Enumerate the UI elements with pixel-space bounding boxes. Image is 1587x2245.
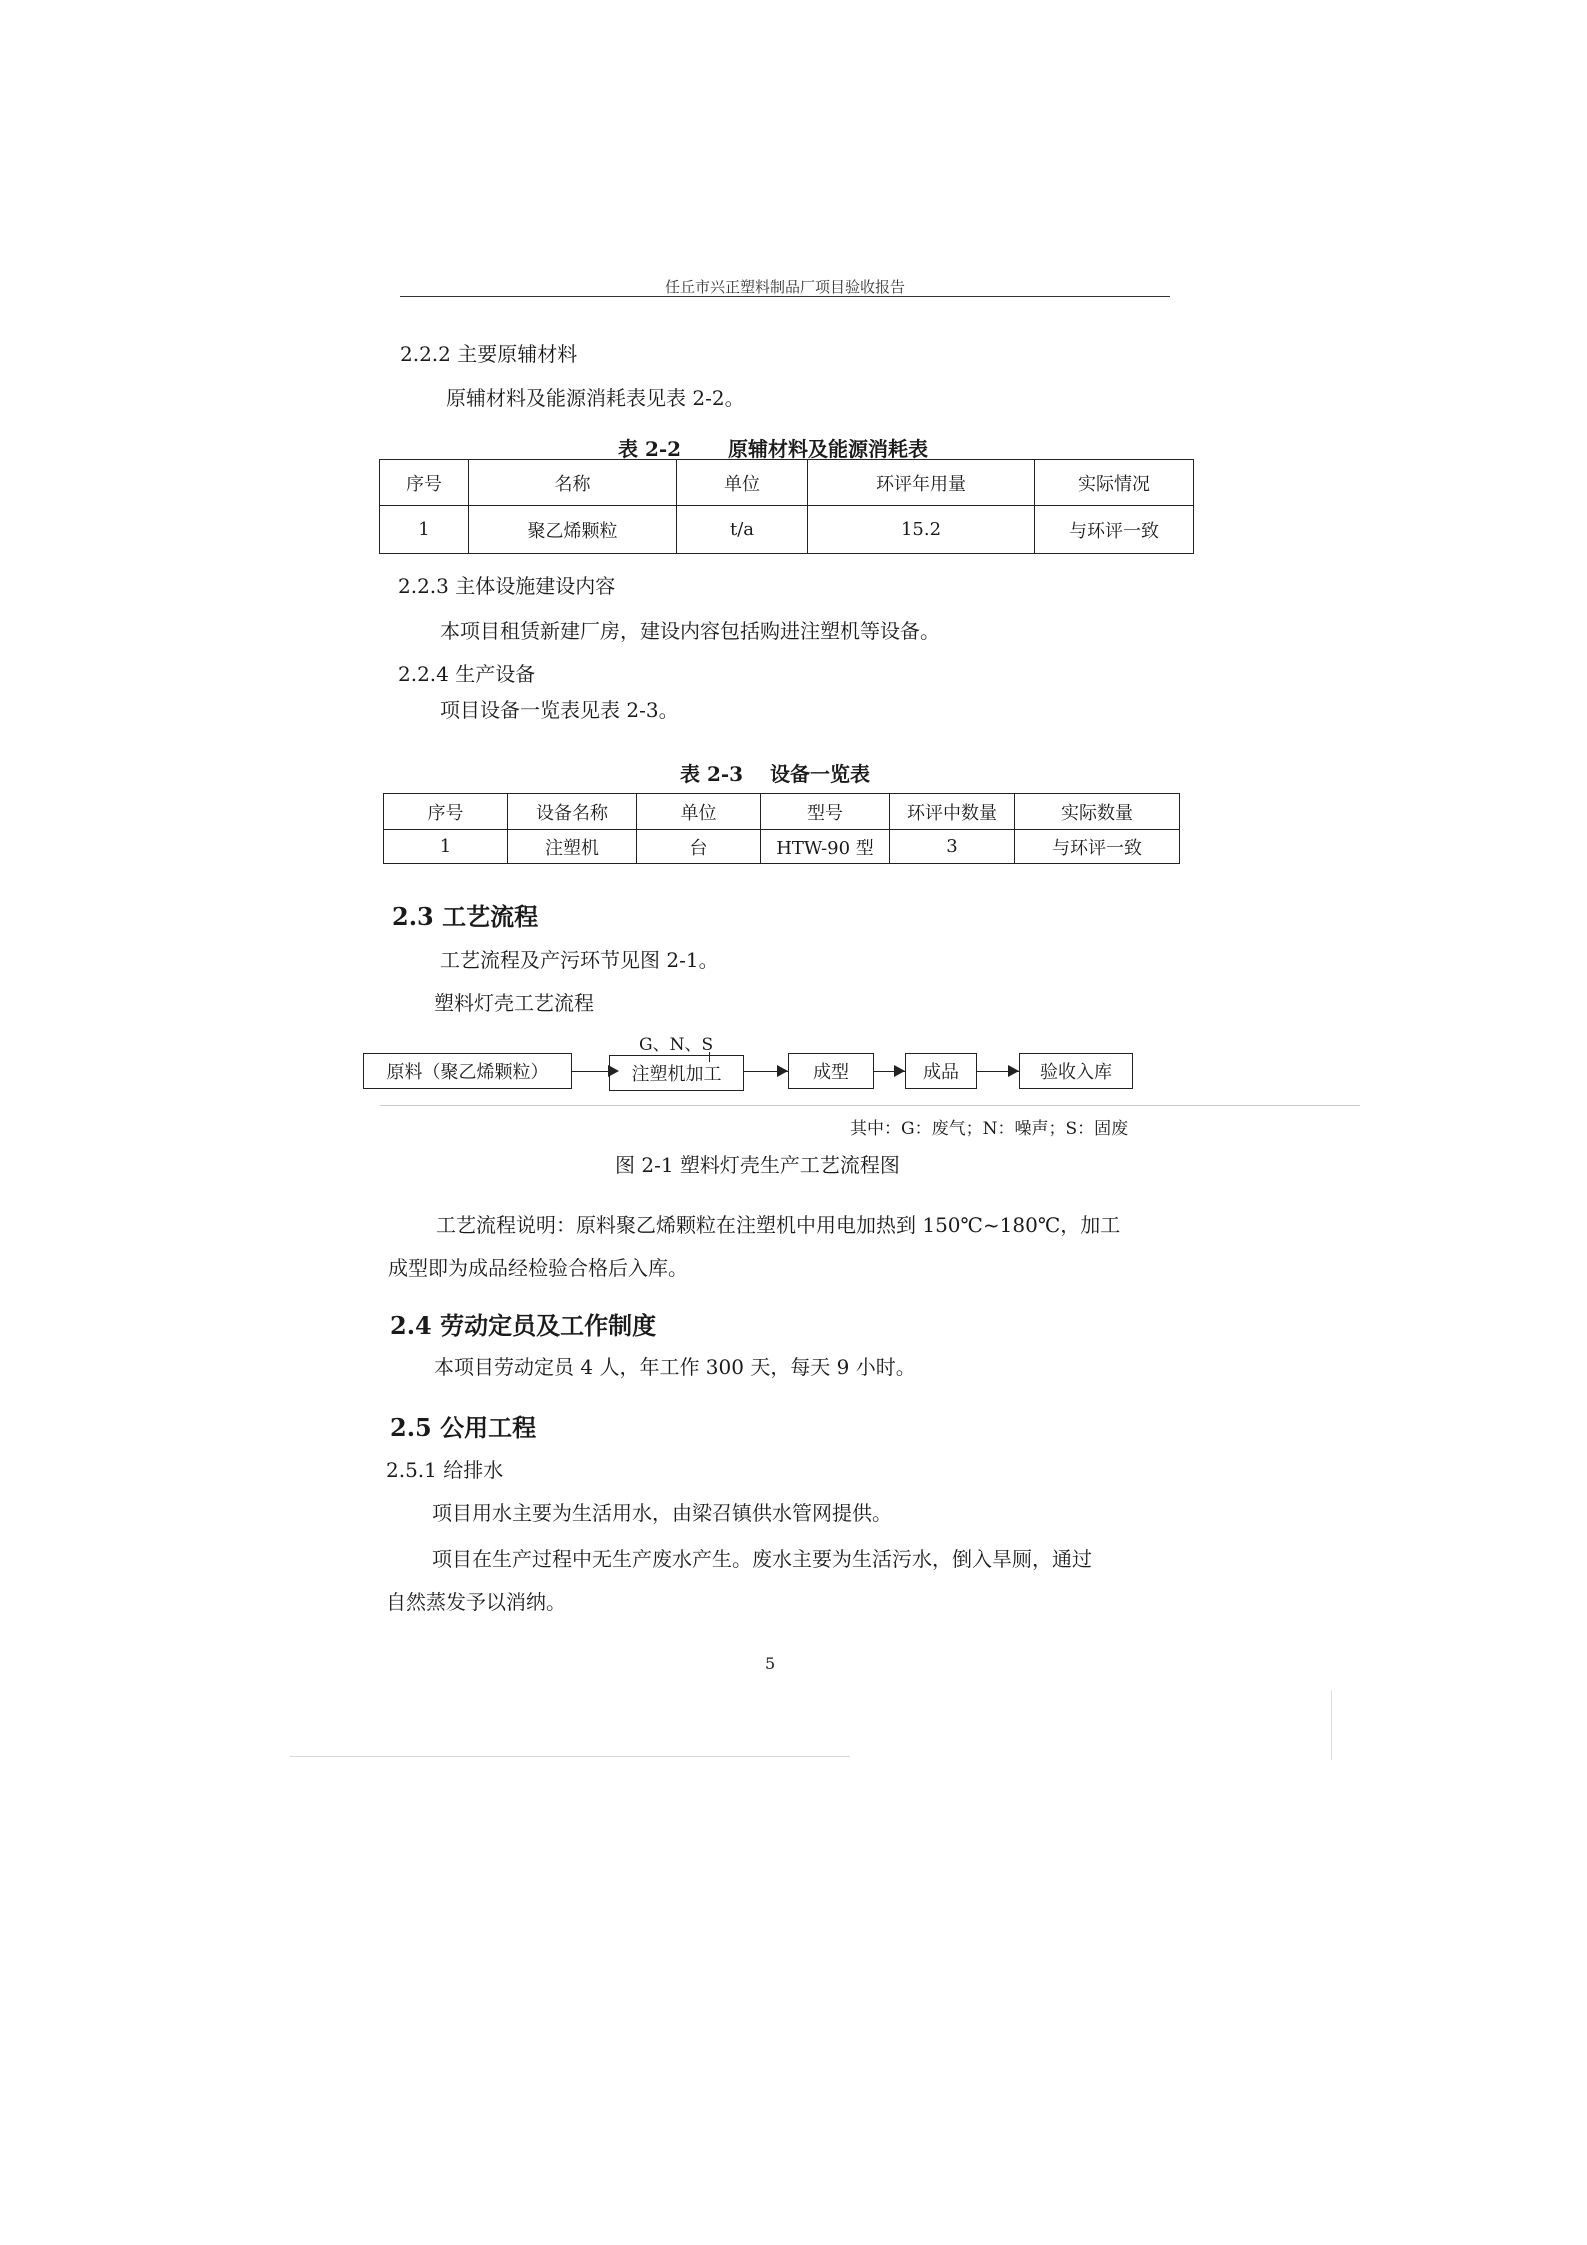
page-number: 5	[765, 1654, 776, 1673]
section-2-2-4-intro: 项目设备一览表见表 2-3。	[440, 698, 679, 722]
section-2-4-heading: 2.4 劳动定员及工作制度	[390, 1311, 657, 1340]
running-header: 任丘市兴正塑料制品厂项目验收报告	[664, 278, 905, 296]
section-2-5-1-paragraph-2-line-2: 自然蒸发予以消纳。	[386, 1590, 566, 1614]
table-2-2-header-cell: 序号	[380, 460, 469, 506]
table-2-3-header-cell: 实际数量	[1015, 794, 1180, 830]
table-2-2-cell: t/a	[677, 506, 808, 554]
table-2-3-header-cell: 设备名称	[508, 794, 637, 830]
table-2-3-header-cell: 环评中数量	[890, 794, 1015, 830]
section-2-2-3-text: 本项目租赁新建厂房，建设内容包括购进注塑机等设备。	[440, 619, 940, 643]
scan-artifact-edge	[1331, 1690, 1332, 1760]
table-2-3-cell: 台	[637, 830, 761, 864]
table-2-3-cell: 3	[890, 830, 1015, 864]
section-2-2-2-intro: 原辅材料及能源消耗表见表 2-2。	[446, 386, 745, 410]
table-2-2-cell: 15.2	[808, 506, 1035, 554]
flow-legend: 其中：G：废气；N：噪声；S：固废	[850, 1119, 1129, 1139]
table-2-3	[383, 793, 1180, 864]
scan-artifact-line	[290, 1756, 850, 1757]
scan-artifact-line	[380, 1105, 1360, 1106]
table-2-3-cell: 1	[384, 830, 508, 864]
table-2-3-cell: HTW-90 型	[761, 830, 890, 864]
flow-step-finished-product: 成品	[905, 1053, 977, 1089]
section-2-3-heading: 2.3 工艺流程	[392, 902, 539, 931]
table-2-2-header-cell: 环评年用量	[808, 460, 1035, 506]
table-2-3-cell: 与环评一致	[1015, 830, 1180, 864]
section-2-3-intro: 工艺流程及产污环节见图 2-1。	[440, 948, 719, 972]
section-2-2-3-heading: 2.2.3 主体设施建设内容	[398, 574, 616, 598]
arrow-right-icon	[894, 1065, 905, 1077]
section-2-5-1-heading: 2.5.1 给排水	[386, 1458, 504, 1482]
flow-step-raw-material: 原料（聚乙烯颗粒）	[363, 1053, 572, 1089]
table-row	[380, 460, 1194, 506]
table-2-2-cell: 聚乙烯颗粒	[469, 506, 677, 554]
process-description-line-2: 成型即为成品经检验合格后入库。	[388, 1256, 688, 1280]
table-row	[384, 830, 1180, 864]
table-2-3-caption-title: 设备一览表	[770, 762, 870, 786]
table-2-2-header-cell: 名称	[469, 460, 677, 506]
flow-step-injection-molding: 注塑机加工	[609, 1055, 744, 1091]
table-row	[384, 794, 1180, 830]
header-rule	[400, 296, 1170, 297]
table-2-2-caption-title: 原辅材料及能源消耗表	[728, 437, 928, 461]
arrow-right-icon	[1008, 1065, 1019, 1077]
table-2-3-header-cell: 序号	[384, 794, 508, 830]
section-2-4-text: 本项目劳动定员 4 人，年工作 300 天，每天 9 小时。	[434, 1355, 916, 1379]
table-row	[380, 506, 1194, 554]
section-2-5-1-paragraph-2-line-1: 项目在生产过程中无生产废水产生。废水主要为生活污水，倒入旱厕，通过	[432, 1547, 1092, 1571]
section-2-5-heading: 2.5 公用工程	[390, 1413, 537, 1442]
table-2-3-header-cell: 单位	[637, 794, 761, 830]
table-2-3-cell: 注塑机	[508, 830, 637, 864]
section-2-2-2-heading: 2.2.2 主要原辅材料	[400, 342, 578, 366]
arrow-right-icon	[777, 1065, 788, 1077]
table-2-3-header-cell: 型号	[761, 794, 890, 830]
table-2-2-cell: 与环评一致	[1035, 506, 1194, 554]
pollutant-label: G、N、S	[639, 1035, 714, 1055]
process-description-line-1: 工艺流程说明：原料聚乙烯颗粒在注塑机中用电加热到 150℃~180℃，加工	[436, 1213, 1121, 1237]
section-2-2-4-heading: 2.2.4 生产设备	[398, 662, 536, 686]
table-2-2-caption-number: 表 2-2	[618, 437, 682, 461]
table-2-2-header-cell: 单位	[677, 460, 808, 506]
table-2-3-caption-number: 表 2-3	[680, 762, 744, 786]
figure-2-1-caption: 图 2-1 塑料灯壳生产工艺流程图	[615, 1153, 900, 1177]
table-2-2-header-cell: 实际情况	[1035, 460, 1194, 506]
flow-step-forming: 成型	[788, 1053, 874, 1089]
table-2-2-cell: 1	[380, 506, 469, 554]
section-2-5-1-paragraph-1: 项目用水主要为生活用水，由梁召镇供水管网提供。	[432, 1501, 892, 1525]
table-2-2	[379, 459, 1194, 554]
flow-subtitle: 塑料灯壳工艺流程	[434, 991, 594, 1015]
flow-arrow	[572, 1071, 609, 1072]
flow-step-warehousing: 验收入库	[1019, 1053, 1133, 1089]
